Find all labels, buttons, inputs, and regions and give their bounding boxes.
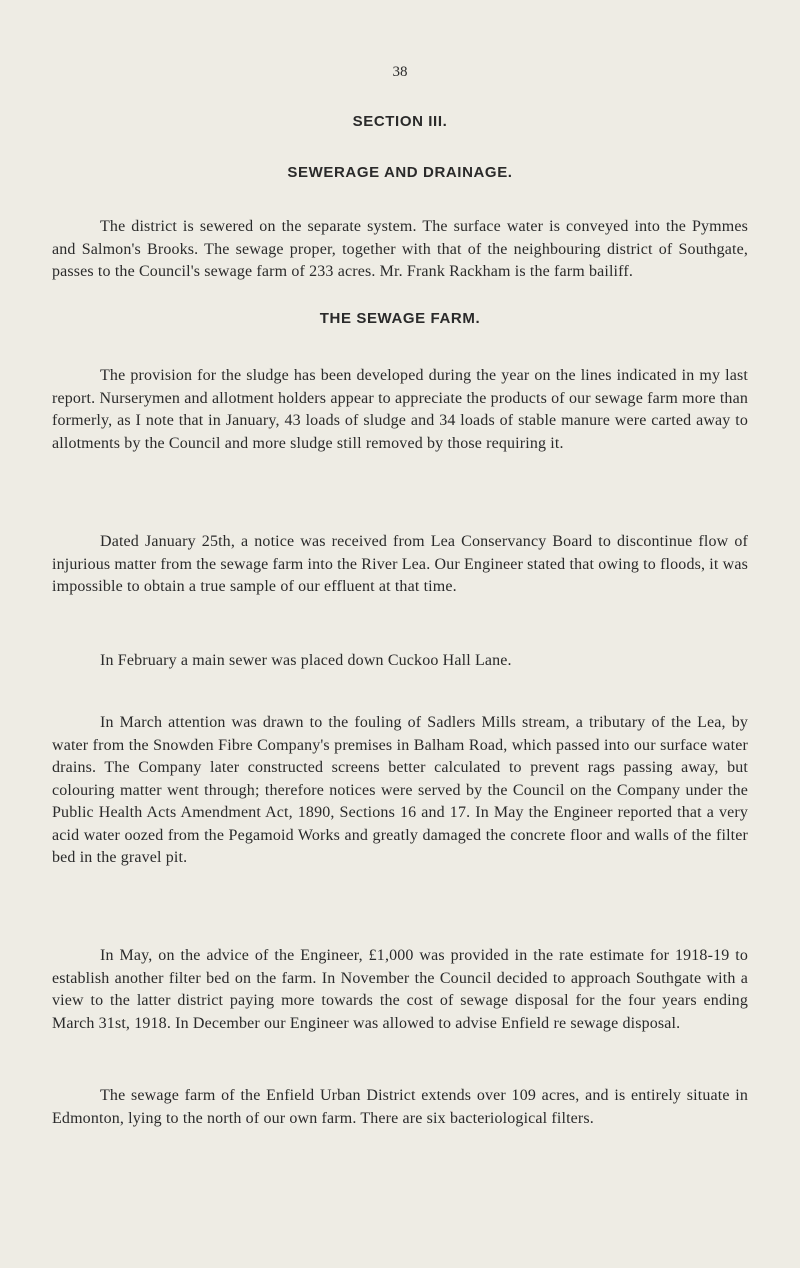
sewage-farm-heading: THE SEWAGE FARM. — [319, 310, 481, 327]
paragraph-main-sewer: In February a main sewer was placed down Cuckoo Hall Lane. — [100, 652, 512, 669]
paragraph-filter-bed: In May, on the advice of the Engineer, £1,000 was provided in the rate estimate for 1918-19 to establish another filter bed on the farm. In November the Council decided to approach Southgate with a view to the latter district paying more towards the cost of sewage disposal for the four years ending March 31st, 1918. In December our Engineer was allowed to advise Enfield re sewage disposal. — [52, 947, 748, 1032]
paragraph-drainage-system: The district is sewered on the separate system. The surface water is conveyed into the Pymmes and Salmon's Brooks. The sewage proper, together with that of the neighbouring district of Southgate, passes to the Council's sewage farm of 233 acres. Mr. Frank Rackham is the farm bailiff. — [52, 218, 748, 280]
paragraph-sadlers-mills: In March attention was drawn to the fouling of Sadlers Mills stream, a tributary of the Lea, by water from the Snowden Fibre Company's premises in Balham Road, which passed into our surface water drains. The Company later constructed screens better calculated to prevent rags passing away, but colouring matter went through; therefore notices were served by the Council on the Company under the Public Health Acts Amendment Act, 1890, Sections 16 and 17. In May the Engineer reported that a very acid water oozed from the Pegamoid Works and greatly damaged the concrete floor and walls of the filter bed in the gravel pit. — [52, 714, 748, 866]
section-title: SECTION III. — [352, 113, 448, 130]
paragraph-enfield-farm: The sewage farm of the Enfield Urban District extends over 109 acres, and is entirely situate in Edmonton, lying to the north of our own farm. There are six bacteriological filters. — [52, 1087, 748, 1127]
paragraph-sludge: The provision for the sludge has been developed during the year on the lines indicated in my last report. Nurserymen and allotment holders appear to appreciate the products of our sewage farm more than formerly, as I note that in January, 43 loads of sludge and 34 loads of stable manure were carted away to allotments by the Council and more sludge still removed by those requiring it. — [52, 367, 748, 452]
section-subtitle: SEWERAGE AND DRAINAGE. — [287, 164, 513, 181]
paragraph-lea-conservancy: Dated January 25th, a notice was received from Lea Conservancy Board to discontinue flow of injurious matter from the sewage farm into the River Lea. Our Engineer stated that owing to floods, it was impossible to obtain a true sample of our effluent at that time. — [52, 533, 748, 595]
page-number: 38 — [392, 64, 408, 80]
